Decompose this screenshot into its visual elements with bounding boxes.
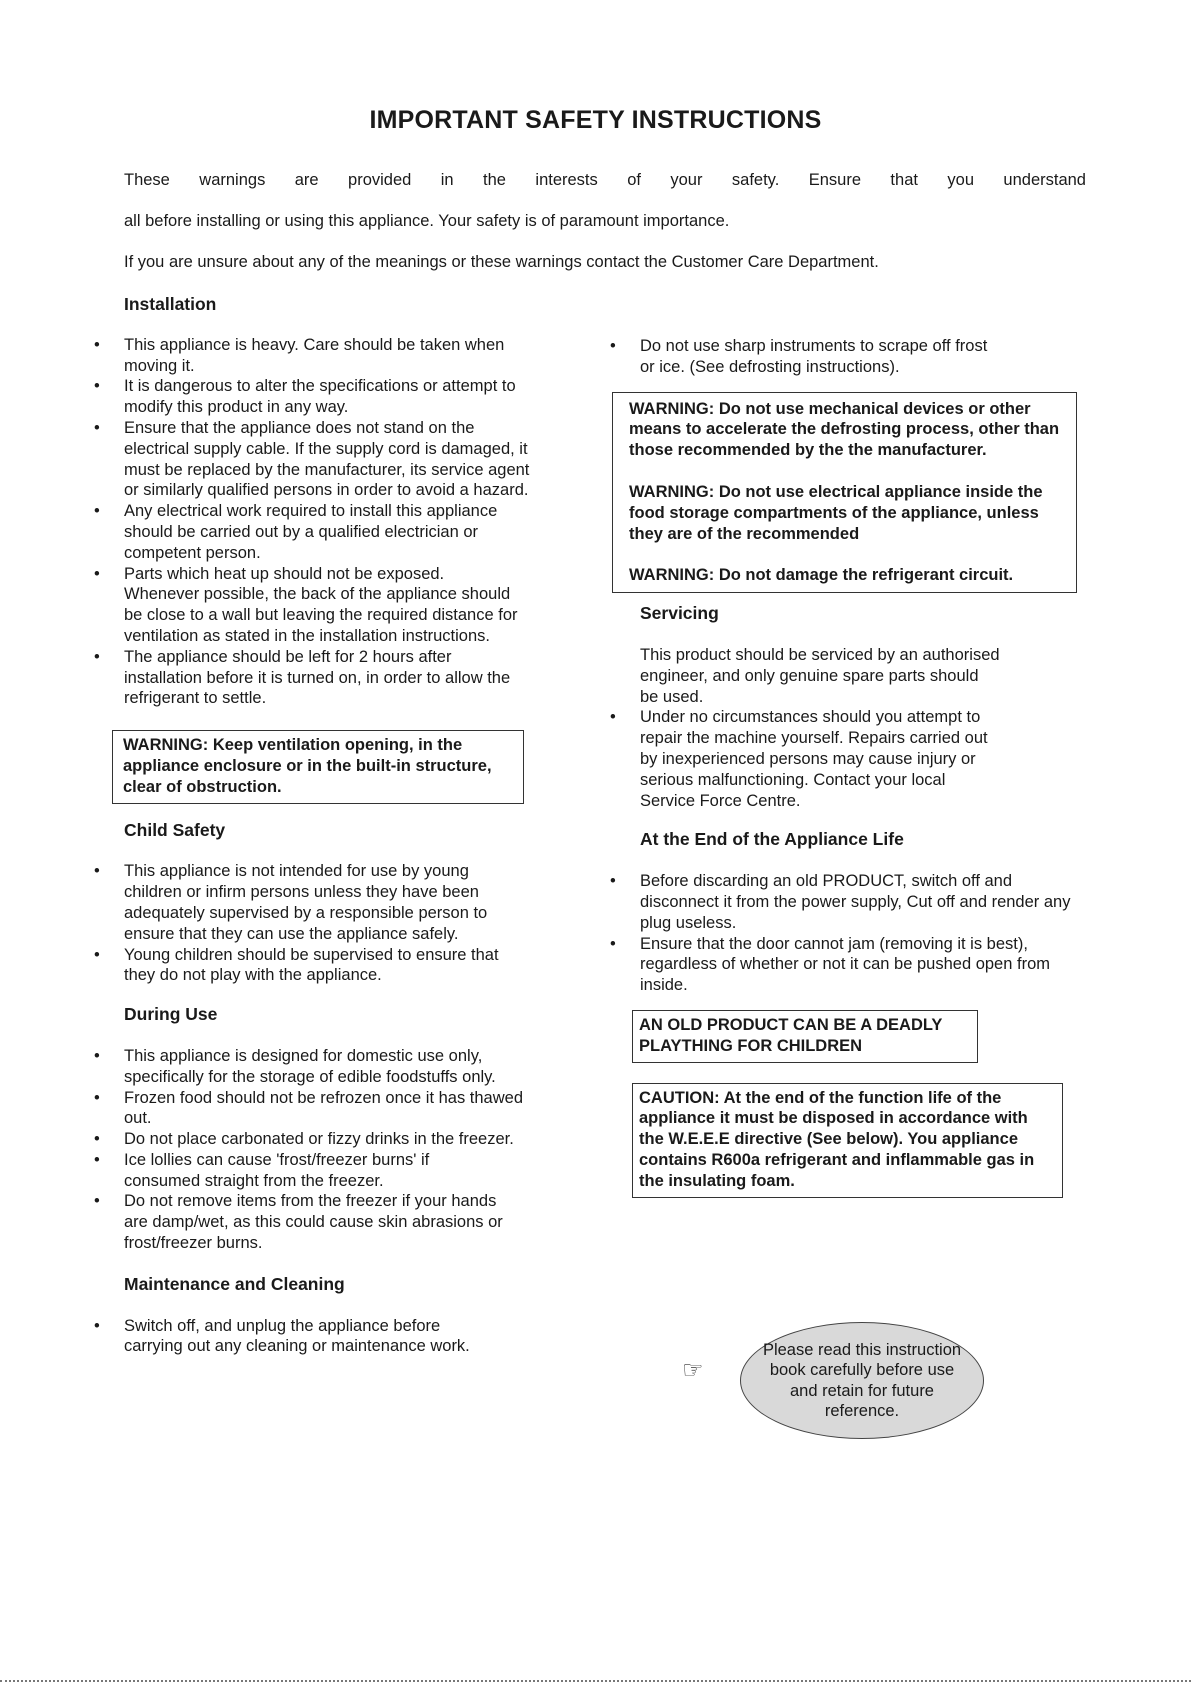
ventilation-warning: WARNING: Keep ventilation opening, in the appliance enclosure or in the built-in structure, clear of obstruction. <box>123 736 492 796</box>
list-item: • This appliance is not intended for use by young children or infirm persons unless they have been adequately supervised by a responsible person to ensure that they can use the appliance safely. <box>92 861 514 944</box>
left-column <box>92 294 542 1357</box>
list-item: • Ensure that the appliance does not stand on the electrical supply cable. If the supply cord is damaged, it must be replaced by the manufacturer, its service agent or similarly qualified persons in order to avoid a hazard. <box>92 418 532 501</box>
servicing-list <box>608 707 1008 811</box>
list-item: • Parts which heat up should not be exposed. Whenever possible, the back of the appliance should be close to a wall but leaving the required distance for ventilation as stated in the installation instructions. <box>92 564 519 647</box>
list-item: • Ice lollies can cause 'frost/freezer burns' if consumed straight from the freezer. <box>92 1150 494 1192</box>
list-item: • This appliance is designed for domestic use only, specifically for the storage of edible foodstuffs only. <box>92 1046 542 1088</box>
servicing-heading: Servicing <box>640 603 719 624</box>
list-item: • Do not remove items from the freezer if your hands are damp/wet, as this could cause skin abrasions or frost/freezer burns. <box>92 1191 504 1253</box>
list-item: • Before discarding an old PRODUCT, switch off and disconnect it from the power supply, Cut off and render any plug useless. <box>608 871 1078 933</box>
list-item: • It is dangerous to alter the specifications or attempt to modify this product in any way. <box>92 376 532 418</box>
list-item: • Do not use sharp instruments to scrape off frost or ice. (See defrosting instructions). <box>608 336 1000 378</box>
deadly-plaything-warning: AN OLD PRODUCT CAN BE A DEADLY PLAYTHING FOR CHILDREN <box>639 1015 943 1055</box>
intro-line-1: These warnings are provided in the interests of your safety. Ensure that you understand <box>124 171 1086 189</box>
servicing-paragraph: This product should be serviced by an authorised engineer, and only genuine spare parts should be used. <box>640 645 1000 706</box>
page-bottom-rule <box>0 1680 1191 1682</box>
ventilation-warning-box <box>112 730 524 803</box>
deadly-plaything-warning-box <box>632 1010 978 1063</box>
defrost-list <box>608 336 1008 378</box>
during-use-list <box>92 1046 542 1254</box>
child-safety-list <box>92 861 522 986</box>
read-instructions-note <box>740 1322 984 1439</box>
maintenance-heading: Maintenance and Cleaning <box>124 1273 345 1294</box>
child-safety-heading: Child Safety <box>124 819 226 840</box>
pointing-hand-icon: ☞ <box>682 1356 704 1384</box>
list-item: • Ensure that the door cannot jam (removing it is best), regardless of whether or not it can be pushed open from inside. <box>608 934 1080 996</box>
intro-line-2: all before installing or using this appliance. Your safety is of paramount importance. <box>124 212 730 230</box>
installation-list <box>92 335 532 709</box>
during-use-heading: During Use <box>124 1004 218 1025</box>
weee-caution-box <box>632 1083 1063 1198</box>
list-item: • This appliance is heavy. Care should be taken when moving it. <box>92 335 532 377</box>
list-item: • Under no circumstances should you attempt to repair the machine yourself. Repairs carried out by inexperienced persons may cause injury or serious malfunctioning. Contact your local Service Force Centre. <box>608 707 1000 811</box>
right-column <box>608 336 1088 1198</box>
installation-heading: Installation <box>124 294 217 314</box>
page-title: IMPORTANT SAFETY INSTRUCTIONS <box>369 106 822 134</box>
maintenance-list <box>92 1316 492 1358</box>
electrical-appliance-warning: WARNING: Do not use electrical appliance inside the food storage compartments of the appliance, unless they are of the recommended <box>629 482 1043 543</box>
end-of-life-heading: At the End of the Appliance Life <box>640 829 904 850</box>
mechanical-devices-warning: WARNING: Do not use mechanical devices or other means to accelerate the defrosting process, other than those recommended by the the manufacturer. <box>629 399 1060 460</box>
intro-line-3: If you are unsure about any of the meanings or these warnings contact the Customer Care Department. <box>124 253 879 271</box>
list-item: • Switch off, and unplug the appliance before carrying out any cleaning or maintenance work. <box>92 1316 484 1358</box>
weee-caution: CAUTION: At the end of the function life of the appliance it must be disposed in accordance with the W.E.E.E directive (See below). You appliance contains R600a refrigerant and inflammable gas in the insulating foam. <box>639 1088 1035 1190</box>
list-item: • Any electrical work required to install this appliance should be carried out by a qualified electrician or competent person. <box>92 501 532 563</box>
end-of-life-list <box>608 871 1078 996</box>
list-item: • The appliance should be left for 2 hours after installation before it is turned on, in order to allow the refrigerant to settle. <box>92 647 519 709</box>
defrost-warning-box <box>612 392 1077 594</box>
list-item: • Frozen food should not be refrozen once it has thawed out. <box>92 1088 524 1130</box>
list-item: • Do not place carbonated or fizzy drinks in the freezer. <box>92 1129 524 1150</box>
list-item: • Young children should be supervised to ensure that they do not play with the appliance. <box>92 945 519 987</box>
note-text: Please read this instruction book carefully before use and retain for future reference. <box>762 1340 962 1420</box>
refrigerant-circuit-warning: WARNING: Do not damage the refrigerant circuit. <box>629 566 1014 585</box>
